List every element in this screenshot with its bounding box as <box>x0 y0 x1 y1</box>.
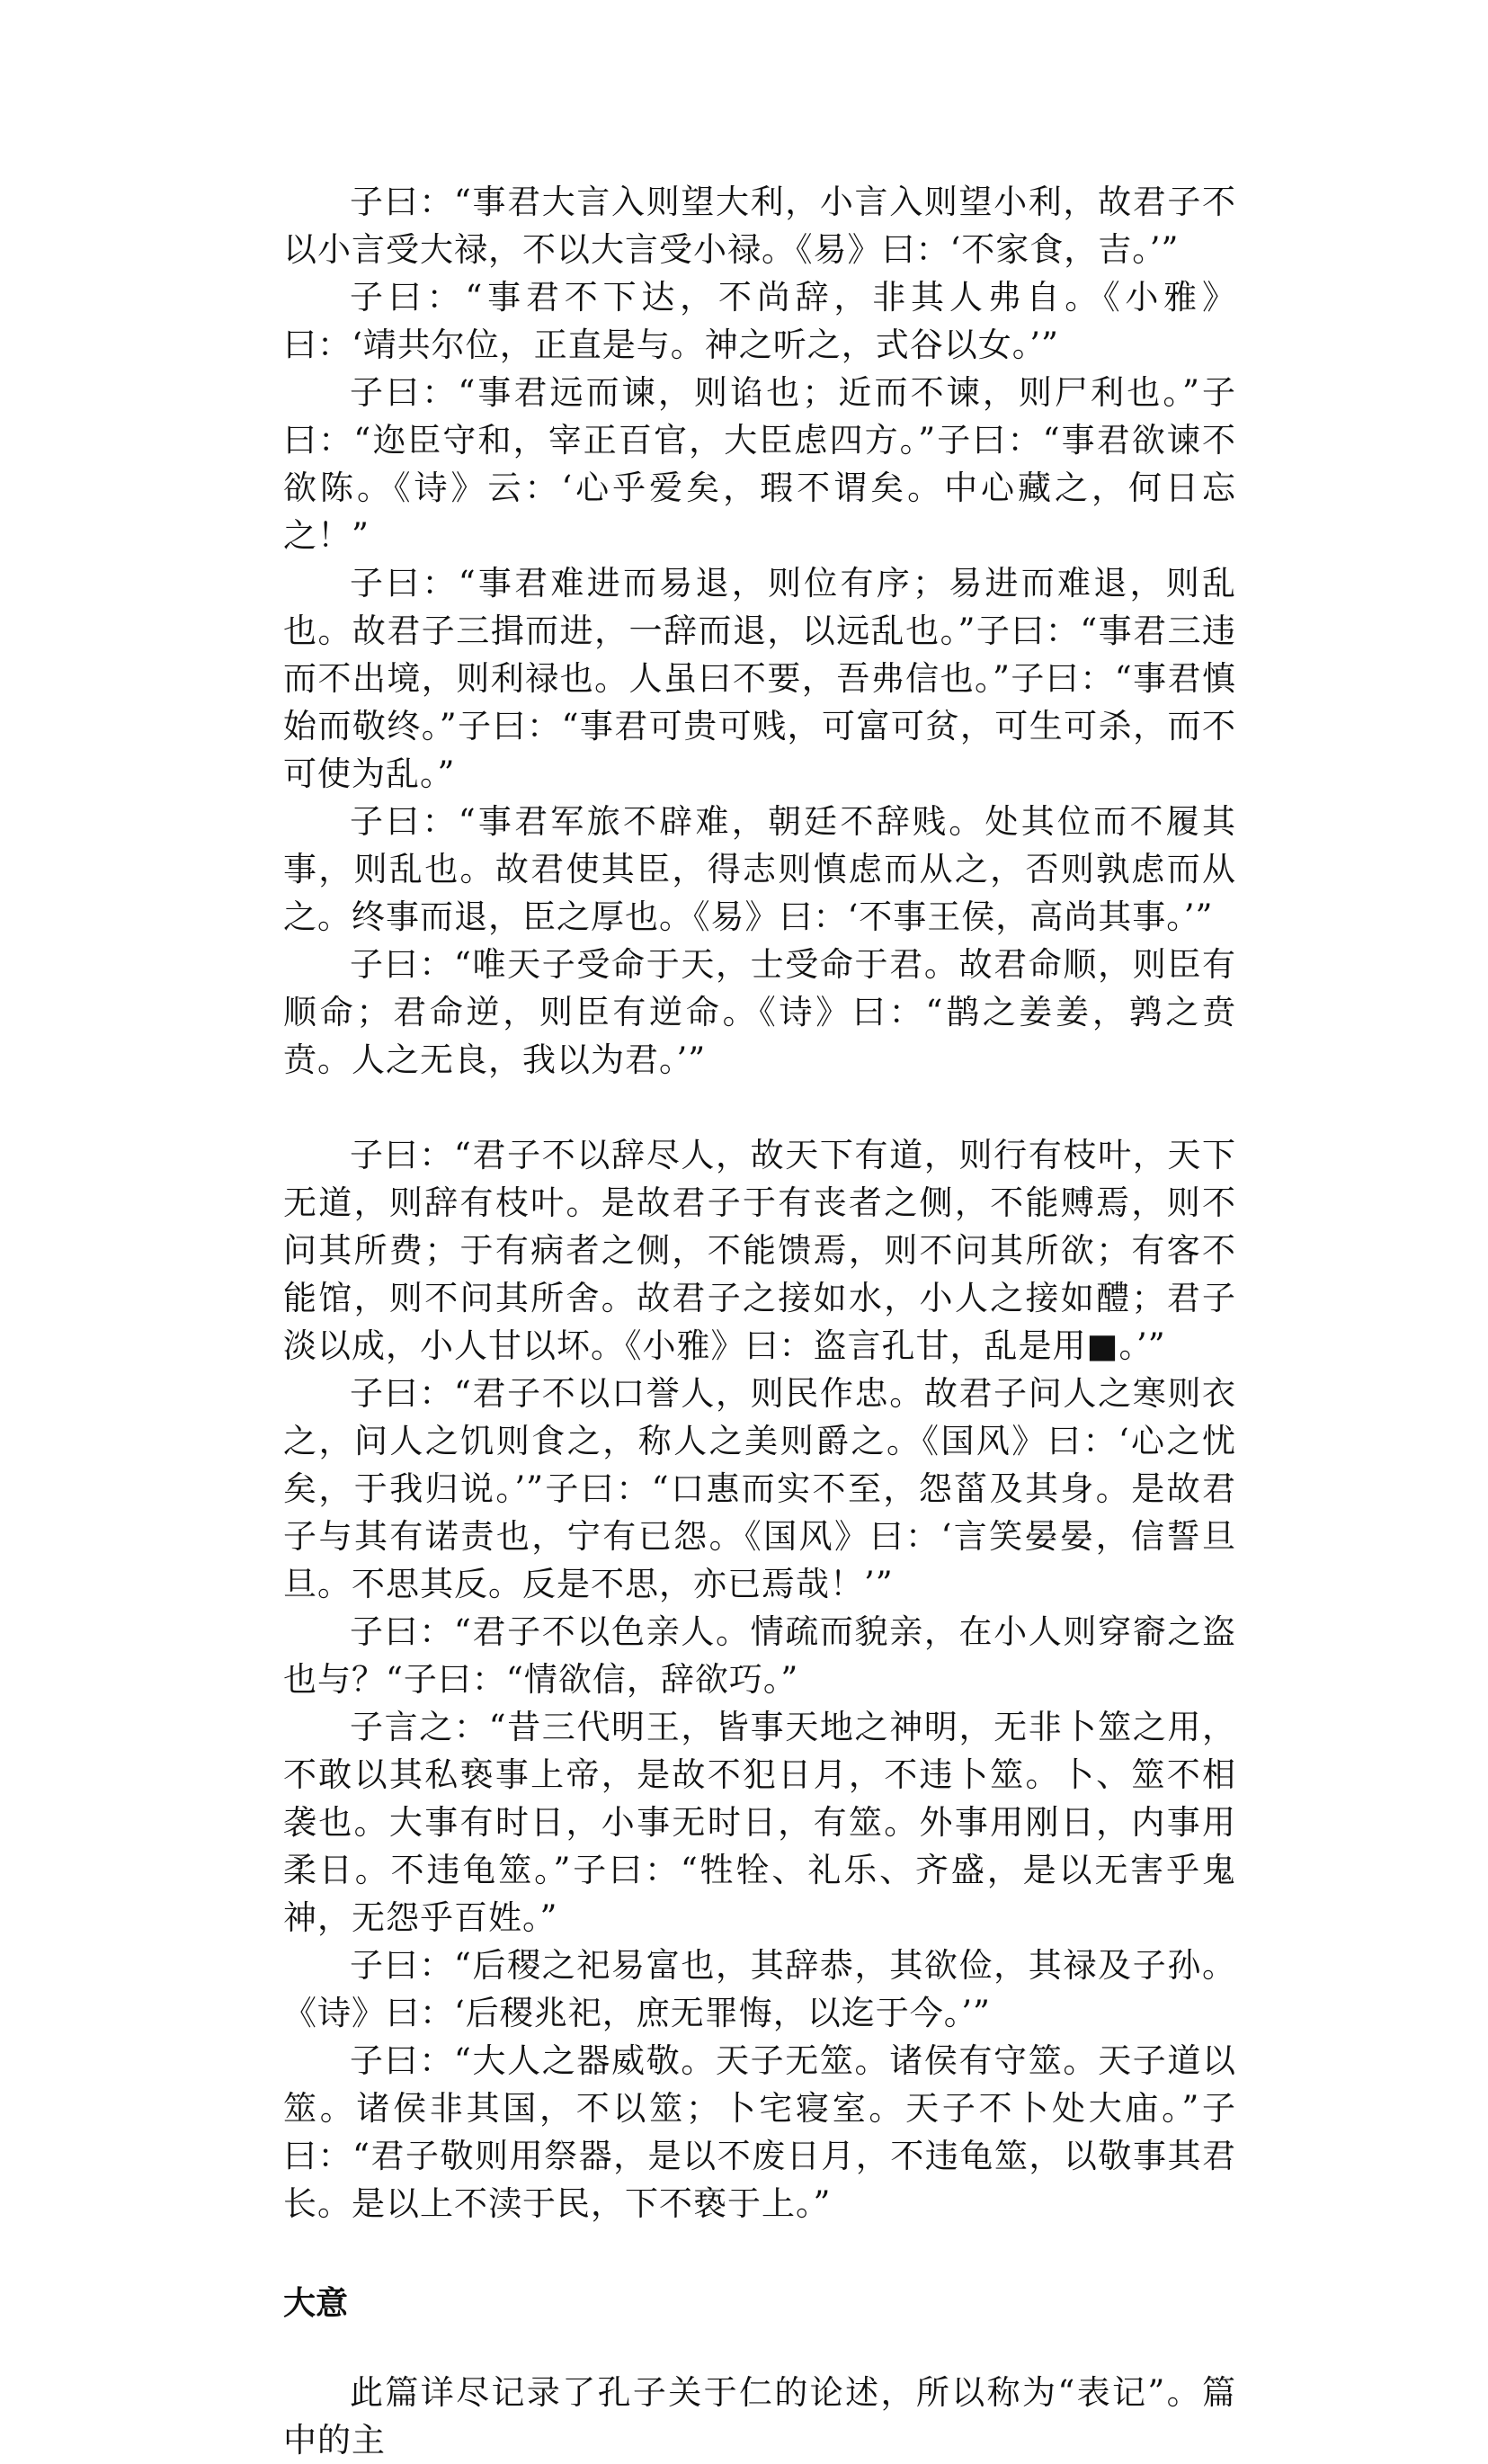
paragraph: 子曰：“唯天子受命于天，士受命于君。故君命顺，则臣有顺命；君命逆，则臣有逆命。《诗》曰：“鹊之姜姜，鹑之贲贲。人之无良，我以为君。’” <box>283 945 1236 1079</box>
paragraph: 子曰：“事君不下达，不尚辞，非其人弗自。《小雅》曰：‘靖共尔位，正直是与。神之听之，式谷以女。’” <box>283 278 1236 364</box>
section-heading: 大意 <box>283 2285 349 2322</box>
paragraph: 子言之：“昔三代明王，皆事天地之神明，无非卜筮之用，不敢以其私亵事上帝，是故不犯日月，不违卜筮。卜、筮不相袭也。大事有时日，小事无时日，有筮。外事用刚日，内事用柔日。不违龟筮。”子曰：“牲牷、礼乐、齐盛，是以无害乎鬼神，无怨乎百姓。” <box>283 1708 1236 1937</box>
paragraph: 子曰：“事君军旅不辟难，朝廷不辞贱。处其位而不履其事，则乱也。故君使其臣，得志则慎虑而从之，否则孰虑而从之。终事而退，臣之厚也。《易》曰：‘不事王侯，高尚其事。’” <box>283 802 1236 936</box>
paragraph: 子曰：“事君大言入则望大利，小言入则望小利，故君子不以小言受大禄，不以大言受小禄。《易》曰：‘不家食，吉。’” <box>283 183 1236 269</box>
paragraph: 子曰：“大人之器威敬。天子无筮。诸侯有守筮。天子道以筮。诸侯非其国，不以筮；卜宅寝室。天子不卜处大庙。”子曰：“君子敬则用祭器，是以不废日月，不违龟筮，以敬事其君长。是以上不渎于民，下不亵于上。” <box>283 2041 1236 2223</box>
intro-paragraph: 此篇详尽记录了孔子关于仁的论述，所以称为“表记”。篇中的主 <box>283 2373 1236 2460</box>
paragraph: 子曰：“君子不以色亲人。情疏而貌亲，在小人则穿窬之盗也与？“子曰：“情欲信，辞欲巧。” <box>283 1612 1236 1699</box>
document-page <box>283 178 1236 2464</box>
paragraph: 子曰：“君子不以口誉人，则民作忠。故君子问人之寒则衣之，问人之饥则食之，称人之美则爵之。《国风》曰：‘心之忧矣，于我归说。’”子曰：“口惠而实不至，怨菑及其身。是故君子与其有诺责也，宁有已怨。《国风》曰：‘言笑晏晏，信誓旦旦。不思其反。反是不思，亦已焉哉！’” <box>283 1374 1236 1603</box>
paragraph: 子曰：“事君难进而易退，则位有序；易进而难退，则乱也。故君子三揖而进，一辞而退，以远乱也。”子曰：“事君三违而不出境，则利禄也。人虽曰不要，吾弗信也。”子曰：“事君慎始而敬终。”子曰：“事君可贵可贱，可富可贫，可生可杀，而不可使为乱。” <box>283 564 1236 793</box>
paragraph: 子曰：“事君远而谏，则谄也；近而不谏，则尸利也。”子曰：“迩臣守和，宰正百官，大臣虑四方。”子曰：“事君欲谏不欲陈。《诗》云：‘心乎爱矣，瑕不谓矣。中心藏之，何日忘之！” <box>283 373 1236 555</box>
paragraph: 子曰：“后稷之祀易富也，其辞恭，其欲俭，其禄及子孙。《诗》曰：‘后稷兆祀，庶无罪悔，以迄于今。’” <box>283 1946 1236 2032</box>
paragraph: 子曰：“君子不以辞尽人，故天下有道，则行有枝叶，天下无道，则辞有枝叶。是故君子于有丧者之侧，不能赙焉，则不问其所费；于有病者之侧，不能馈焉，则不问其所欲；有客不能馆，则不问其所舍。故君子之接如水，小人之接如醴；君子淡以成，小人甘以坏。《小雅》曰：盗言孔甘，乱是用■。’” <box>283 1136 1236 1365</box>
section-gap <box>283 1084 1236 1131</box>
